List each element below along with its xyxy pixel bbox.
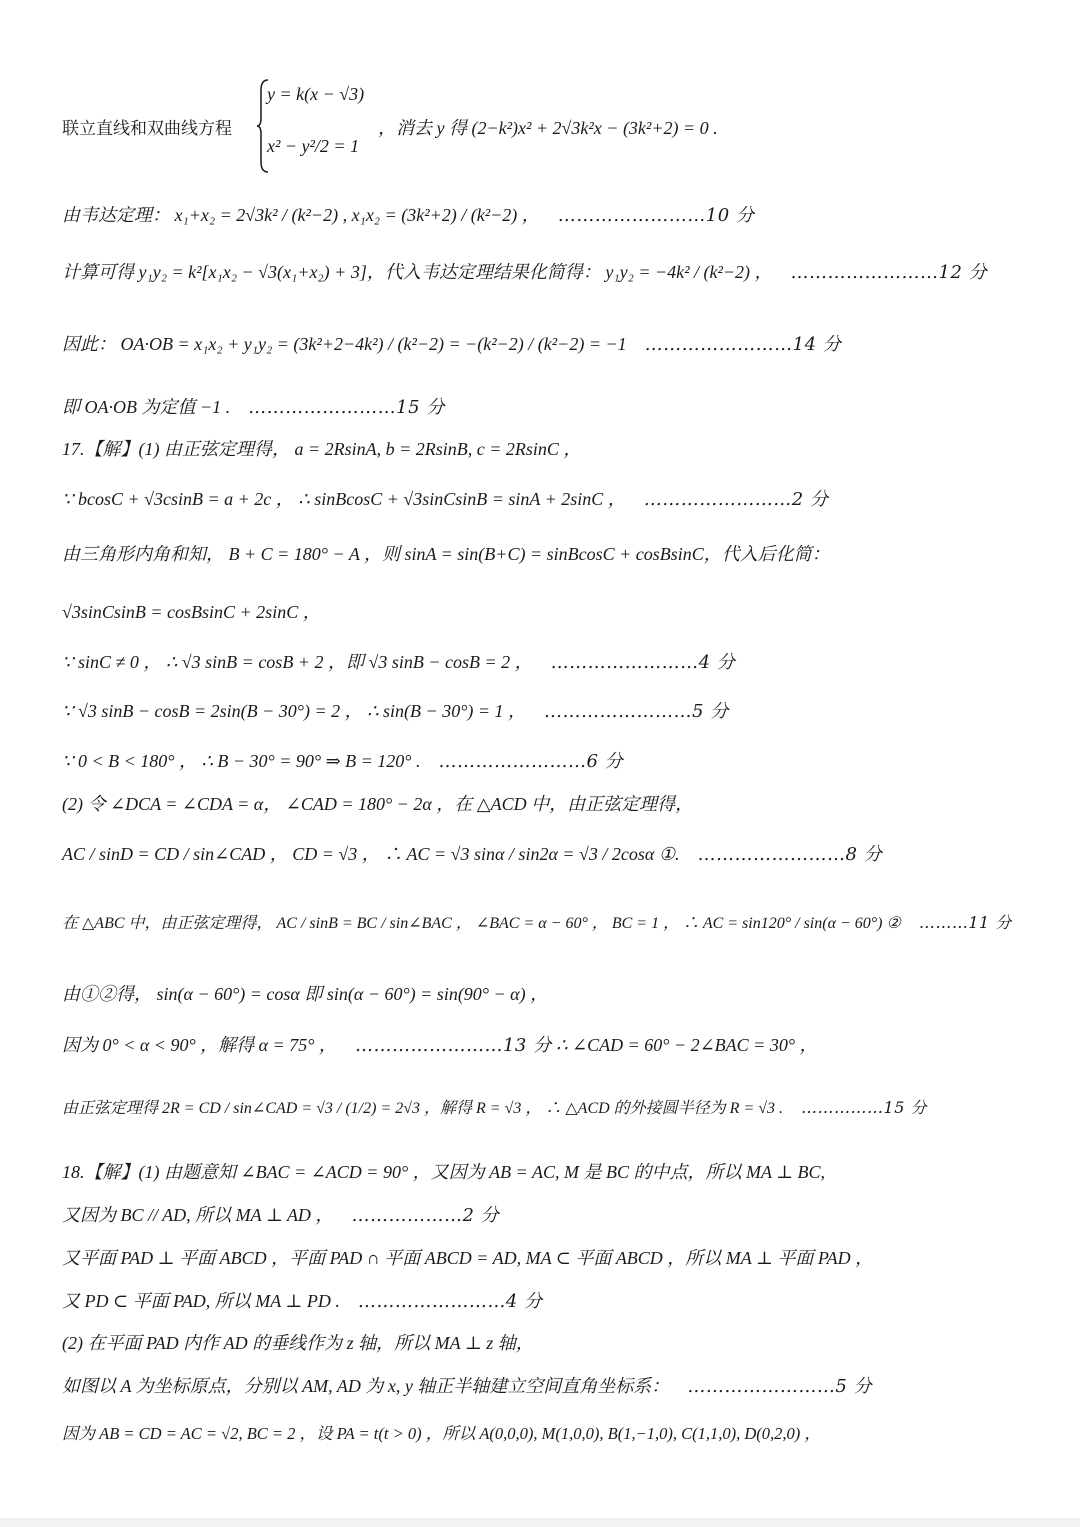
line-1-text: 由韦达定理： x₁+x₂ = 2√3k² / (k²−2) , x₁x₂ = (3k²+2) / (k²−2) ， xyxy=(62,205,540,225)
line-18-text: 18.【解】(1) 由题意知 ∠BAC = ∠ACD = 90° ，又因为 AB = AC, M 是 BC 的中点，所以 MA ⊥ BC, xyxy=(62,1162,826,1182)
line-7-text: 由三角形内角和知， B + C = 180° − A ，则 sinA = sin(B+C) = sinBcosC + cosBsinC，代入后化简： xyxy=(62,544,830,564)
line-4-score: ……………………15 分 xyxy=(248,397,445,418)
line-0-lead: 联立直线和双曲线方程 xyxy=(62,119,232,139)
line-11-score: ……………………6 分 xyxy=(438,751,624,772)
line-20 xyxy=(62,1244,1010,1270)
line-14 xyxy=(62,910,1010,933)
line-8-text: √3sinCsinB = cosBsinC + 2sinC ， xyxy=(62,602,321,622)
line-10-score: ……………………5 分 xyxy=(544,701,729,722)
line-3 xyxy=(62,330,1010,356)
system-eq2: x² − y²/2 = 1 xyxy=(267,136,360,156)
line-1 xyxy=(62,201,1010,227)
line-10-text: ∵ √3 sinB − cosB = 2sin(B − 30°) = 2 ， ∴ sin(B − 30°) = 1 ， xyxy=(62,701,527,721)
line-23-text: 如图以 A 为坐标原点，分别以 AM, AD 为 x, y 轴正半轴建立空间直角坐标系： xyxy=(62,1376,670,1396)
line-1-score: ……………………10 分 xyxy=(557,205,755,226)
line-23 xyxy=(62,1372,1010,1398)
line-12-text: (2) 令 ∠DCA = ∠CDA = α， ∠CAD = 180° − 2α ，在 △ACD 中，由正弦定理得， xyxy=(62,794,694,814)
line-0-rest xyxy=(378,114,1010,140)
line-9 xyxy=(62,648,1010,674)
line-3-text: 因此： OA·OB = x₁x₂ + y₁y₂ = (3k²+2−4k²) / (k²−2) = −(k²−2) / (k²−2) = −1 xyxy=(62,334,627,354)
line-21-text: 又 PD ⊂ 平面 PAD, 所以 MA ⊥ PD . xyxy=(62,1291,340,1311)
line-13 xyxy=(62,840,1010,866)
line-5 xyxy=(62,435,1010,461)
system-eq1: y = k(x − √3) xyxy=(267,84,365,104)
line-24-text: 因为 AB = CD = AC = √2, BC = 2 ，设 PA = t(t > 0) ，所以 A(0,0,0), M(1,0,0), B(1,−1,0), C(1,1,0), D(0,2,0) ， xyxy=(62,1424,821,1443)
line-16-tail: ∴ ∠CAD = 60° − 2∠BAC = 30° ， xyxy=(551,1035,818,1055)
line-2-score: ……………………12 分 xyxy=(790,262,988,283)
line-8 xyxy=(62,598,1010,624)
line-13-text: AC / sinD = CD / sin∠CAD ， CD = √3 ， ∴ AC = √3 sinα / sin2α = √3 / 2cosα ①. xyxy=(62,844,680,864)
line-3-score: ……………………14 分 xyxy=(644,334,842,355)
line-10 xyxy=(62,697,1010,723)
line-16-text: 因为 0° < α < 90° ，解得 α = 75° ， xyxy=(62,1035,337,1055)
line-17 xyxy=(62,1095,1010,1118)
line-6 xyxy=(62,485,1010,511)
line-21 xyxy=(62,1287,1010,1313)
line-6-score: ……………………2 分 xyxy=(643,489,829,510)
line-0-rest-text: ，消去 y 得 (2−k²)x² + 2√3k²x − (3k²+2) = 0 . xyxy=(378,118,718,138)
line-9-score: ……………………4 分 xyxy=(550,652,736,673)
line-14-score: ………11 分 xyxy=(918,913,1012,932)
line-9-text: ∵ sinC ≠ 0 ， ∴ √3 sinB = cosB + 2 ，即 √3 sinB − cosB = 2 ， xyxy=(62,652,533,672)
line-6-text: ∵ bcosC + √3csinB = a + 2c ， ∴ sinBcosC + √3sinCsinB = sinA + 2sinC ， xyxy=(62,489,626,509)
line-22 xyxy=(62,1329,1010,1355)
line-14-text: 在 △ABC 中，由正弦定理得， AC / sinB = BC / sin∠BAC ， ∠BAC = α − 60° ， BC = 1 ， ∴ AC = sin120° / sin(α − 60°) ② xyxy=(62,915,901,932)
line-15-text: 由①②得， sin(α − 60°) = cosα 即 sin(α − 60°) = sin(90° − α) ， xyxy=(62,984,549,1004)
line-11-text: ∵ 0 < B < 180° ， ∴ B − 30° = 90° ⇒ B = 120° . xyxy=(62,751,421,771)
line-7 xyxy=(62,540,1010,566)
line-13-score: ……………………8 分 xyxy=(697,844,883,865)
line-2-text: 计算可得 y₁y₂ = k²[x₁x₂ − √3(x₁+x₂) + 3]，代入韦达定理结果化简得： y₁y₂ = −4k² / (k²−2) ， xyxy=(62,262,773,282)
line-21-score: ……………………4 分 xyxy=(357,1291,543,1312)
line-19-text: 又因为 BC // AD, 所以 MA ⊥ AD ， xyxy=(62,1205,334,1225)
line-5-text: 17.【解】(1) 由正弦定理得， a = 2RsinA, b = 2RsinB, c = 2RsinC ， xyxy=(62,439,582,459)
line-17-text: 由正弦定理得 2R = CD / sin∠CAD = √3 / (1/2) = 2√3 ，解得 R = √3 ， ∴ △ACD 的外接圆半径为 R = √3 . xyxy=(62,1100,784,1117)
line-16-score: ……………………13 分 xyxy=(354,1035,552,1056)
line-12 xyxy=(62,790,1010,816)
line-15 xyxy=(62,980,1010,1006)
line-4 xyxy=(62,393,1010,419)
page-bottom-edge xyxy=(0,1518,1080,1527)
equation-system xyxy=(257,78,377,174)
line-18 xyxy=(62,1158,1010,1184)
line-22-text: (2) 在平面 PAD 内作 AD 的垂线作为 z 轴，所以 MA ⊥ z 轴， xyxy=(62,1333,534,1353)
line-4-text: 即 OA·OB 为定值 −1 . xyxy=(62,397,231,417)
line-19 xyxy=(62,1201,1010,1227)
line-16 xyxy=(62,1031,1010,1057)
line-2 xyxy=(62,258,1010,284)
line-20-text: 又平面 PAD ⊥ 平面 ABCD ，平面 PAD ∩ 平面 ABCD = AD, MA ⊂ 平面 ABCD ，所以 MA ⊥ 平面 PAD ， xyxy=(62,1248,874,1268)
line-23-score: ……………………5 分 xyxy=(687,1376,872,1397)
line-17-score: ……………15 分 xyxy=(801,1098,927,1117)
line-19-score: ………………2 分 xyxy=(351,1205,500,1226)
line-24 xyxy=(62,1420,1010,1444)
line-11 xyxy=(62,747,1010,773)
